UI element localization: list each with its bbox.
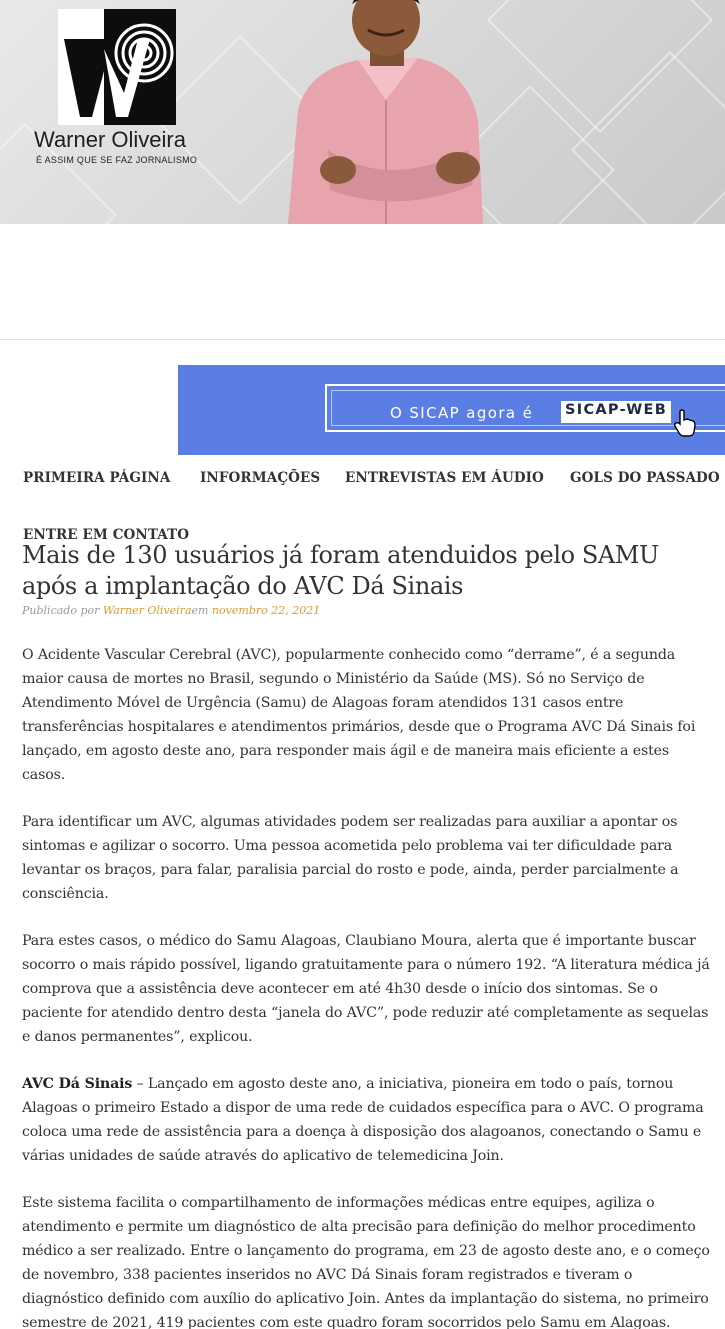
site-title[interactable]: Warner Oliveira: [34, 127, 186, 152]
article-meta: [22, 604, 320, 617]
paragraph-text: – Lançado em agosto deste ano, a iniciativa, pioneira em todo o país, tornou Alagoas o primeiro Estado a dispor de uma rede de cuidados específica para o AVC. O programa coloca uma rede de assistência para a doença à disposição dos alagoanos, conectando o Samu e várias unidades de saúde através do aplicativo de telemedicina Join.: [22, 1076, 704, 1164]
site-header: [0, 0, 725, 224]
meta-published-prefix: Publicado por: [22, 604, 100, 617]
site-logo-icon[interactable]: [58, 9, 176, 125]
banner-text: O SICAP agora é: [390, 404, 534, 422]
pointer-cursor-icon: [674, 409, 696, 437]
nav-item-gols-do-passado[interactable]: GOLS DO PASSADO: [570, 470, 720, 486]
header-portrait-image: [268, 0, 498, 224]
article-paragraph: O Acidente Vascular Cerebral (AVC), popularmente conhecido como “derrame”, é a segunda maior causa de mortes no Brasil, segundo o Ministério da Saúde (MS). Só no Serviço de Atendimento Móvel de Urgência (Samu) de Alagoas foram atendidos 131 casos entre transferências hospitalares e atendimentos primários, desde que o Programa AVC Dá Sinais foi lançado, em agosto deste ano, para responder mais ágil e de maneira mais eficiente a estes casos.: [22, 647, 696, 783]
article-title: Mais de 130 usuários já foram atenduidos pelo SAMU após a implantação do AVC Dá Sinais: [22, 541, 659, 600]
nav-item-entrevistas-em-audio[interactable]: ENTREVISTAS EM ÁUDIO: [345, 470, 544, 486]
article-paragraph: [22, 1072, 712, 1168]
paragraph-lead-bold: AVC Dá Sinais: [22, 1076, 133, 1092]
author-link[interactable]: Warner Oliveira: [102, 604, 192, 617]
nav-item-informacoes[interactable]: INFORMAÇÕES: [200, 470, 321, 486]
article-paragraph: Para identificar um AVC, algumas atividades podem ser realizadas para auxiliar a apontar os sintomas e agilizar o socorro. Uma pessoa acometida pelo problema vai ter dificuldade para levantar os braços, para falar, paralisia parcial do rosto e pode, ainda, perder parcialmente a consciência.: [22, 814, 679, 902]
site-tagline: É ASSIM QUE SE FAZ JORNALISMO: [36, 155, 198, 165]
nav-item-entre-em-contato[interactable]: ENTRE EM CONTATO: [23, 527, 190, 543]
article-body: [22, 643, 712, 1329]
nav-item-primeira-pagina[interactable]: PRIMEIRA PÁGINA: [23, 470, 171, 486]
banner-highlight: SICAP-WEB: [561, 401, 671, 423]
article-paragraph: Para estes casos, o médico do Samu Alagoas, Claubiano Moura, alerta que é importante buscar socorro o mais rápido possível, ligando gratuitamente para o número 192. “A literatura médica já comprova que a assistência deve acontecer em até 4h30 desde o início dos sintomas. Se o paciente for atendido dentro desta “janela do AVC”, pode reduzir até completamente as sequelas e danos permanentes”, explicou.: [22, 933, 710, 1045]
meta-date-prefix: em: [191, 604, 209, 617]
sicap-ad-banner[interactable]: [178, 365, 725, 455]
article-paragraph: Este sistema facilita o compartilhamento de informações médicas entre equipes, agiliza o atendimento e permite um diagnóstico de alta precisão para definição do melhor procedimento médico a ser realizado. Entre o lançamento do programa, em 23 de agosto deste ano, e o começo de novembro, 338 pacientes inseridos no AVC Dá Sinais foram registrados e tiveram o diagnóstico definido com auxílio do aplicativo Join. Antes da implantação do sistema, no primeiro semestre de 2021, 419 pacientes com este quadro foram socorridos pelo Samu em Alagoas.: [22, 1195, 710, 1329]
date-link[interactable]: novembro 22, 2021: [211, 604, 321, 617]
